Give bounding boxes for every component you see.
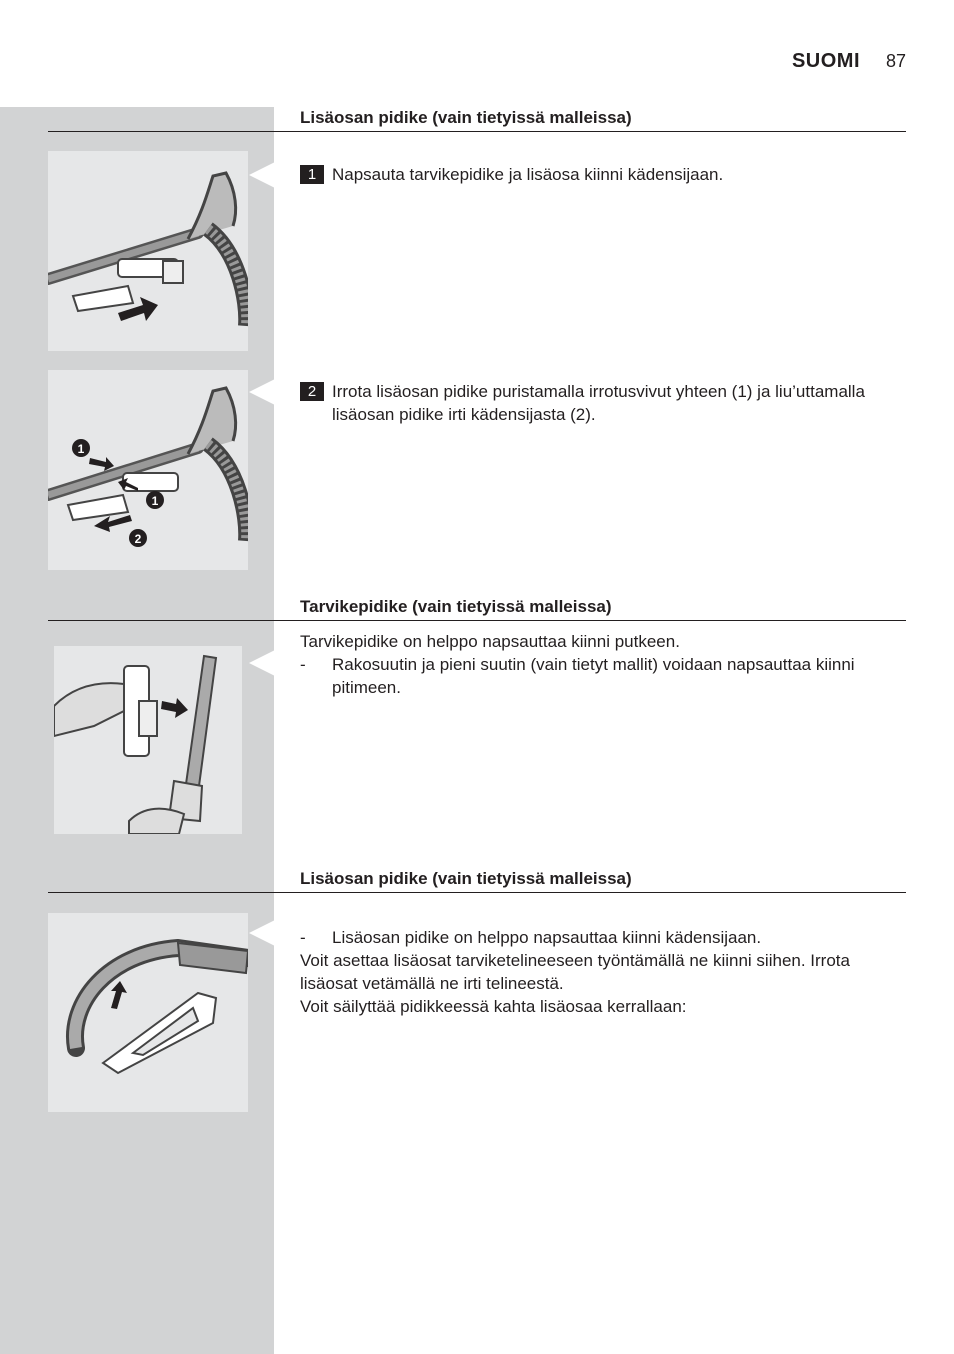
bullet-dash: - <box>300 928 306 947</box>
vacuum-handle-illustration <box>48 151 248 351</box>
callout-1-label: 1 <box>151 494 159 508</box>
section-title-accessory-holder: Lisäosan pidike (vain tietyissä malleissa) <box>300 108 632 127</box>
paragraph-insert-remove: Voit asettaa lisäosat tarviketelineeseen työntämällä ne kiinni siihen. Irrota lisäosat vetämällä ne irti telineestä. <box>300 951 850 993</box>
figure-pointer <box>249 379 275 405</box>
tube-clip-illustration <box>54 646 242 834</box>
vacuum-handle-detach-illustration <box>48 370 248 570</box>
figure-attach-holder <box>48 151 248 351</box>
tool-holder-intro: Tarvikepidike on helppo napsauttaa kiinni putkeen. <box>300 632 680 651</box>
section-title-accessory-holder: Lisäosan pidike (vain tietyissä malleissa) <box>300 869 632 888</box>
callout-1-label: 1 <box>77 442 85 456</box>
page-number: 87 <box>885 51 906 71</box>
section-rule <box>48 620 906 621</box>
paragraph-storage: Voit säilyttää pidikkeessä kahta lisäosaa kerrallaan: <box>300 997 687 1016</box>
bullet-dash: - <box>300 655 306 674</box>
bullet-text: Lisäosan pidike on helppo napsauttaa kiinni kädensijaan. <box>332 928 762 947</box>
language-label: SUOMI <box>791 50 860 72</box>
section-rule <box>48 131 906 132</box>
step-number-badge: 2 <box>300 382 324 401</box>
section-rule <box>48 892 906 893</box>
step-number-badge: 1 <box>300 165 324 184</box>
figure-holder-on-handle <box>48 913 248 1112</box>
handle-holder-illustration <box>48 913 248 1112</box>
step-text: Napsauta tarvikepidike ja lisäosa kiinni kädensijaan. <box>332 165 724 184</box>
figure-detach-holder <box>48 370 248 570</box>
callout-2-label: 2 <box>134 532 142 546</box>
figure-pointer <box>249 162 275 188</box>
step-text: Irrota lisäosan pidike puristamalla irrotusvivut yhteen (1) ja liu’uttamalla lisäosan pidike irti kädensijasta (2). <box>332 382 865 424</box>
bullet-text: Rakosuutin ja pieni suutin (vain tietyt mallit) voidaan napsauttaa kiinni pitimeen. <box>332 655 855 697</box>
figure-pointer <box>249 650 275 676</box>
section-title-tool-holder: Tarvikepidike (vain tietyissä malleissa) <box>300 597 612 616</box>
figure-tool-holder <box>54 646 242 834</box>
figure-pointer <box>249 920 275 946</box>
